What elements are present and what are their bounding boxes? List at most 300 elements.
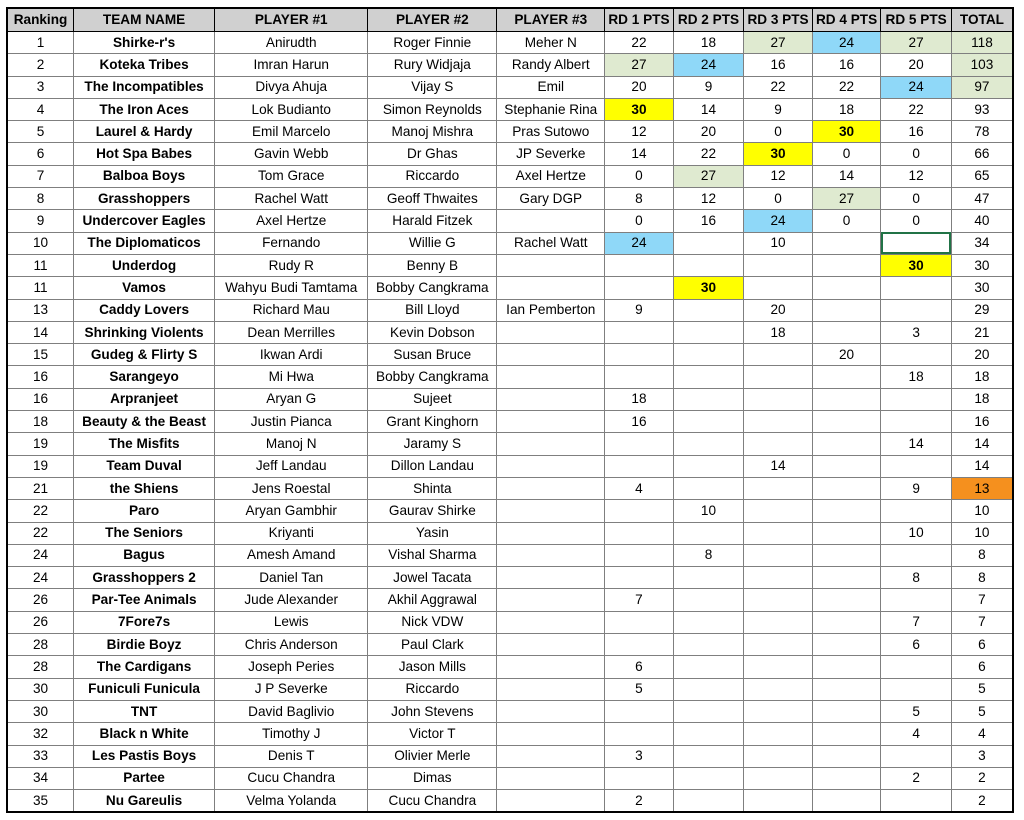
cell-ranking[interactable]: 33 [7, 745, 74, 767]
cell-player-3[interactable]: Rachel Watt [497, 232, 605, 254]
cell-rd1-pts[interactable]: 6 [605, 656, 674, 678]
cell-total[interactable]: 97 [951, 76, 1013, 98]
cell-player-1[interactable]: Mi Hwa [215, 366, 368, 388]
cell-rd5-pts[interactable] [881, 299, 952, 321]
cell-rd3-pts[interactable]: 24 [744, 210, 813, 232]
cell-player-3[interactable] [497, 567, 605, 589]
cell-rd5-pts[interactable]: 3 [881, 321, 952, 343]
cell-player-3[interactable] [497, 477, 605, 499]
cell-rd3-pts[interactable] [744, 254, 813, 276]
cell-rd5-pts[interactable]: 12 [881, 165, 952, 187]
cell-rd3-pts[interactable]: 0 [744, 121, 813, 143]
cell-rd3-pts[interactable] [744, 522, 813, 544]
cell-rd4-pts[interactable]: 20 [812, 344, 881, 366]
cell-rd1-pts[interactable]: 16 [605, 411, 674, 433]
cell-player-3[interactable] [497, 589, 605, 611]
cell-ranking[interactable]: 21 [7, 477, 74, 499]
cell-player-2[interactable]: Bill Lloyd [368, 299, 497, 321]
cell-ranking[interactable]: 30 [7, 678, 74, 700]
cell-rd2-pts[interactable] [673, 388, 744, 410]
cell-rd3-pts[interactable] [744, 567, 813, 589]
cell-rd5-pts[interactable]: 0 [881, 143, 952, 165]
cell-rd5-pts[interactable]: 8 [881, 567, 952, 589]
cell-player-3[interactable]: Gary DGP [497, 188, 605, 210]
cell-rd4-pts[interactable]: 24 [812, 32, 881, 54]
cell-total[interactable]: 2 [951, 767, 1013, 789]
cell-team-name[interactable]: TNT [74, 700, 215, 722]
cell-player-1[interactable]: Rudy R [215, 254, 368, 276]
cell-rd1-pts[interactable] [605, 344, 674, 366]
header-rd5-pts[interactable]: RD 5 PTS [881, 8, 952, 32]
cell-rd1-pts[interactable] [605, 544, 674, 566]
cell-player-2[interactable]: Victor T [368, 723, 497, 745]
cell-total[interactable]: 13 [951, 477, 1013, 499]
cell-rd5-pts[interactable]: 30 [881, 254, 952, 276]
cell-rd1-pts[interactable]: 4 [605, 477, 674, 499]
cell-player-2[interactable]: Dillon Landau [368, 455, 497, 477]
cell-rd3-pts[interactable]: 10 [744, 232, 813, 254]
cell-rd2-pts[interactable] [673, 589, 744, 611]
cell-total[interactable]: 30 [951, 254, 1013, 276]
cell-player-1[interactable]: Aryan Gambhir [215, 500, 368, 522]
cell-ranking[interactable]: 28 [7, 634, 74, 656]
cell-rd1-pts[interactable] [605, 254, 674, 276]
cell-rd1-pts[interactable] [605, 277, 674, 299]
cell-rd5-pts[interactable]: 20 [881, 54, 952, 76]
cell-rd2-pts[interactable] [673, 299, 744, 321]
cell-player-2[interactable]: Shinta [368, 477, 497, 499]
cell-rd2-pts[interactable]: 8 [673, 544, 744, 566]
cell-rd1-pts[interactable] [605, 700, 674, 722]
cell-rd1-pts[interactable]: 8 [605, 188, 674, 210]
cell-rd4-pts[interactable] [812, 656, 881, 678]
cell-player-2[interactable]: Jason Mills [368, 656, 497, 678]
cell-rd5-pts[interactable]: 22 [881, 98, 952, 120]
cell-ranking[interactable]: 19 [7, 455, 74, 477]
cell-rd3-pts[interactable]: 16 [744, 54, 813, 76]
cell-player-1[interactable]: Jens Roestal [215, 477, 368, 499]
cell-rd2-pts[interactable] [673, 344, 744, 366]
cell-ranking[interactable]: 26 [7, 611, 74, 633]
cell-rd4-pts[interactable] [812, 500, 881, 522]
cell-player-1[interactable]: Jude Alexander [215, 589, 368, 611]
cell-rd4-pts[interactable] [812, 567, 881, 589]
cell-player-2[interactable]: Rury Widjaja [368, 54, 497, 76]
cell-rd1-pts[interactable] [605, 611, 674, 633]
cell-player-1[interactable]: Daniel Tan [215, 567, 368, 589]
cell-player-3[interactable]: Meher N [497, 32, 605, 54]
cell-total[interactable]: 18 [951, 366, 1013, 388]
cell-rd2-pts[interactable] [673, 477, 744, 499]
cell-player-3[interactable] [497, 455, 605, 477]
cell-rd5-pts[interactable]: 16 [881, 121, 952, 143]
cell-rd5-pts[interactable] [881, 656, 952, 678]
cell-team-name[interactable]: Undercover Eagles [74, 210, 215, 232]
cell-rd3-pts[interactable] [744, 366, 813, 388]
cell-player-2[interactable]: Susan Bruce [368, 344, 497, 366]
cell-rd1-pts[interactable] [605, 634, 674, 656]
cell-team-name[interactable]: Bagus [74, 544, 215, 566]
cell-player-2[interactable]: Jowel Tacata [368, 567, 497, 589]
cell-rd2-pts[interactable] [673, 411, 744, 433]
cell-player-2[interactable]: Nick VDW [368, 611, 497, 633]
cell-player-3[interactable] [497, 634, 605, 656]
cell-ranking[interactable]: 19 [7, 433, 74, 455]
cell-total[interactable]: 3 [951, 745, 1013, 767]
cell-rd5-pts[interactable]: 5 [881, 700, 952, 722]
cell-player-2[interactable]: Riccardo [368, 165, 497, 187]
cell-player-3[interactable]: Stephanie Rina [497, 98, 605, 120]
cell-ranking[interactable]: 14 [7, 321, 74, 343]
cell-rd2-pts[interactable]: 24 [673, 54, 744, 76]
cell-player-2[interactable]: Bobby Cangkrama [368, 277, 497, 299]
cell-player-1[interactable]: Lewis [215, 611, 368, 633]
cell-ranking[interactable]: 11 [7, 277, 74, 299]
cell-total[interactable]: 8 [951, 567, 1013, 589]
cell-player-2[interactable]: Vishal Sharma [368, 544, 497, 566]
header-ranking[interactable]: Ranking [7, 8, 74, 32]
cell-player-2[interactable]: John Stevens [368, 700, 497, 722]
cell-rd4-pts[interactable]: 0 [812, 210, 881, 232]
cell-rd1-pts[interactable] [605, 455, 674, 477]
cell-team-name[interactable]: Paro [74, 500, 215, 522]
cell-rd3-pts[interactable] [744, 611, 813, 633]
cell-rd4-pts[interactable] [812, 634, 881, 656]
cell-rd4-pts[interactable] [812, 678, 881, 700]
cell-rd1-pts[interactable]: 27 [605, 54, 674, 76]
cell-rd2-pts[interactable]: 12 [673, 188, 744, 210]
cell-rd2-pts[interactable] [673, 700, 744, 722]
cell-ranking[interactable]: 16 [7, 388, 74, 410]
cell-rd2-pts[interactable] [673, 321, 744, 343]
header-rd3-pts[interactable]: RD 3 PTS [744, 8, 813, 32]
cell-rd1-pts[interactable]: 0 [605, 165, 674, 187]
cell-rd4-pts[interactable] [812, 790, 881, 813]
cell-rd1-pts[interactable]: 18 [605, 388, 674, 410]
cell-team-name[interactable]: Par-Tee Animals [74, 589, 215, 611]
cell-team-name[interactable]: 7Fore7s [74, 611, 215, 633]
cell-rd3-pts[interactable] [744, 790, 813, 813]
cell-rd4-pts[interactable] [812, 589, 881, 611]
cell-total[interactable]: 20 [951, 344, 1013, 366]
cell-player-1[interactable]: Joseph Peries [215, 656, 368, 678]
cell-rd2-pts[interactable] [673, 723, 744, 745]
cell-rd3-pts[interactable] [744, 700, 813, 722]
cell-total[interactable]: 10 [951, 500, 1013, 522]
cell-rd5-pts[interactable] [881, 455, 952, 477]
cell-player-2[interactable]: Geoff Thwaites [368, 188, 497, 210]
cell-rd5-pts[interactable]: 7 [881, 611, 952, 633]
cell-rd1-pts[interactable] [605, 500, 674, 522]
cell-ranking[interactable]: 1 [7, 32, 74, 54]
cell-ranking[interactable]: 7 [7, 165, 74, 187]
cell-rd2-pts[interactable] [673, 567, 744, 589]
cell-total[interactable]: 7 [951, 589, 1013, 611]
cell-rd3-pts[interactable] [744, 634, 813, 656]
cell-rd5-pts[interactable]: 9 [881, 477, 952, 499]
cell-player-2[interactable]: Willie G [368, 232, 497, 254]
cell-rd4-pts[interactable]: 30 [812, 121, 881, 143]
cell-total[interactable]: 16 [951, 411, 1013, 433]
cell-rd2-pts[interactable] [673, 634, 744, 656]
cell-player-3[interactable] [497, 522, 605, 544]
cell-player-3[interactable] [497, 500, 605, 522]
cell-player-2[interactable]: Dimas [368, 767, 497, 789]
cell-rd3-pts[interactable] [744, 723, 813, 745]
cell-player-3[interactable]: Pras Sutowo [497, 121, 605, 143]
cell-ranking[interactable]: 30 [7, 700, 74, 722]
cell-team-name[interactable]: Birdie Boyz [74, 634, 215, 656]
cell-rd2-pts[interactable] [673, 678, 744, 700]
cell-team-name[interactable]: The Diplomaticos [74, 232, 215, 254]
cell-rd5-pts[interactable]: 0 [881, 188, 952, 210]
cell-rd5-pts[interactable]: 4 [881, 723, 952, 745]
cell-rd5-pts[interactable]: 24 [881, 76, 952, 98]
cell-rd1-pts[interactable]: 5 [605, 678, 674, 700]
cell-total[interactable]: 118 [951, 32, 1013, 54]
cell-rd4-pts[interactable] [812, 455, 881, 477]
cell-player-1[interactable]: Gavin Webb [215, 143, 368, 165]
cell-total[interactable]: 40 [951, 210, 1013, 232]
cell-rd5-pts[interactable] [881, 411, 952, 433]
cell-player-3[interactable]: JP Severke [497, 143, 605, 165]
cell-rd5-pts[interactable] [881, 589, 952, 611]
cell-rd3-pts[interactable] [744, 589, 813, 611]
cell-rd4-pts[interactable] [812, 611, 881, 633]
cell-total[interactable]: 8 [951, 544, 1013, 566]
cell-ranking[interactable]: 28 [7, 656, 74, 678]
cell-player-3[interactable] [497, 700, 605, 722]
cell-player-2[interactable]: Harald Fitzek [368, 210, 497, 232]
cell-player-2[interactable]: Gaurav Shirke [368, 500, 497, 522]
cell-rd2-pts[interactable] [673, 455, 744, 477]
cell-team-name[interactable]: Black n White [74, 723, 215, 745]
cell-player-3[interactable] [497, 210, 605, 232]
cell-total[interactable]: 14 [951, 433, 1013, 455]
cell-rd1-pts[interactable]: 14 [605, 143, 674, 165]
cell-ranking[interactable]: 15 [7, 344, 74, 366]
cell-rd5-pts[interactable] [881, 344, 952, 366]
cell-rd4-pts[interactable]: 14 [812, 165, 881, 187]
cell-rd3-pts[interactable]: 30 [744, 143, 813, 165]
cell-team-name[interactable]: Partee [74, 767, 215, 789]
cell-rd3-pts[interactable] [744, 544, 813, 566]
cell-rd4-pts[interactable]: 16 [812, 54, 881, 76]
header-player-3[interactable]: PLAYER #3 [497, 8, 605, 32]
cell-rd1-pts[interactable]: 9 [605, 299, 674, 321]
cell-player-1[interactable]: Rachel Watt [215, 188, 368, 210]
cell-rd2-pts[interactable]: 10 [673, 500, 744, 522]
cell-player-2[interactable]: Dr Ghas [368, 143, 497, 165]
cell-rd1-pts[interactable] [605, 366, 674, 388]
cell-player-3[interactable] [497, 254, 605, 276]
cell-rd2-pts[interactable]: 18 [673, 32, 744, 54]
cell-rd3-pts[interactable]: 0 [744, 188, 813, 210]
cell-team-name[interactable]: Beauty & the Beast [74, 411, 215, 433]
cell-rd3-pts[interactable] [744, 767, 813, 789]
cell-ranking[interactable]: 3 [7, 76, 74, 98]
cell-rd3-pts[interactable] [744, 656, 813, 678]
cell-player-2[interactable]: Cucu Chandra [368, 790, 497, 813]
cell-player-3[interactable] [497, 411, 605, 433]
cell-team-name[interactable]: Laurel & Hardy [74, 121, 215, 143]
header-player-1[interactable]: PLAYER #1 [215, 8, 368, 32]
cell-ranking[interactable]: 18 [7, 411, 74, 433]
cell-rd5-pts[interactable]: 14 [881, 433, 952, 455]
cell-player-3[interactable]: Emil [497, 76, 605, 98]
cell-ranking[interactable]: 2 [7, 54, 74, 76]
cell-rd1-pts[interactable]: 22 [605, 32, 674, 54]
cell-team-name[interactable]: The Cardigans [74, 656, 215, 678]
cell-team-name[interactable]: The Incompatibles [74, 76, 215, 98]
cell-team-name[interactable]: Hot Spa Babes [74, 143, 215, 165]
header-total[interactable]: TOTAL [951, 8, 1013, 32]
cell-rd4-pts[interactable] [812, 254, 881, 276]
cell-rd1-pts[interactable] [605, 767, 674, 789]
cell-player-3[interactable] [497, 790, 605, 813]
cell-player-1[interactable]: Aryan G [215, 388, 368, 410]
cell-team-name[interactable]: Shrinking Violents [74, 321, 215, 343]
cell-rd4-pts[interactable] [812, 477, 881, 499]
cell-player-3[interactable] [497, 277, 605, 299]
cell-total[interactable]: 4 [951, 723, 1013, 745]
cell-player-2[interactable]: Simon Reynolds [368, 98, 497, 120]
cell-player-1[interactable]: Amesh Amand [215, 544, 368, 566]
cell-rd4-pts[interactable] [812, 411, 881, 433]
cell-player-2[interactable]: Manoj Mishra [368, 121, 497, 143]
cell-team-name[interactable]: Vamos [74, 277, 215, 299]
cell-rd2-pts[interactable] [673, 522, 744, 544]
cell-team-name[interactable]: Team Duval [74, 455, 215, 477]
cell-rd3-pts[interactable] [744, 477, 813, 499]
cell-ranking[interactable]: 8 [7, 188, 74, 210]
cell-team-name[interactable]: Koteka Tribes [74, 54, 215, 76]
cell-team-name[interactable]: The Iron Aces [74, 98, 215, 120]
cell-rd2-pts[interactable] [673, 433, 744, 455]
cell-rd3-pts[interactable]: 27 [744, 32, 813, 54]
cell-rd5-pts[interactable] [881, 745, 952, 767]
cell-team-name[interactable]: Shirke-r's [74, 32, 215, 54]
cell-player-3[interactable]: Ian Pemberton [497, 299, 605, 321]
cell-total[interactable]: 6 [951, 634, 1013, 656]
cell-team-name[interactable]: Underdog [74, 254, 215, 276]
header-rd1-pts[interactable]: RD 1 PTS [605, 8, 674, 32]
cell-team-name[interactable]: The Misfits [74, 433, 215, 455]
cell-rd2-pts[interactable] [673, 790, 744, 813]
cell-total[interactable]: 34 [951, 232, 1013, 254]
cell-player-1[interactable]: Lok Budianto [215, 98, 368, 120]
cell-player-1[interactable]: Jeff Landau [215, 455, 368, 477]
cell-rd2-pts[interactable] [673, 767, 744, 789]
cell-player-2[interactable]: Jaramy S [368, 433, 497, 455]
cell-rd2-pts[interactable]: 30 [673, 277, 744, 299]
cell-rd1-pts[interactable]: 2 [605, 790, 674, 813]
cell-team-name[interactable]: Nu Gareulis [74, 790, 215, 813]
cell-player-2[interactable]: Riccardo [368, 678, 497, 700]
cell-rd5-pts[interactable] [881, 790, 952, 813]
cell-player-1[interactable]: J P Severke [215, 678, 368, 700]
cell-ranking[interactable]: 22 [7, 522, 74, 544]
cell-player-2[interactable]: Roger Finnie [368, 32, 497, 54]
cell-player-2[interactable]: Grant Kinghorn [368, 411, 497, 433]
header-rd2-pts[interactable]: RD 2 PTS [673, 8, 744, 32]
header-rd4-pts[interactable]: RD 4 PTS [812, 8, 881, 32]
cell-rd3-pts[interactable] [744, 411, 813, 433]
cell-rd4-pts[interactable] [812, 723, 881, 745]
cell-team-name[interactable]: Arpranjeet [74, 388, 215, 410]
cell-rd2-pts[interactable] [673, 656, 744, 678]
cell-player-1[interactable]: Manoj N [215, 433, 368, 455]
cell-total[interactable]: 18 [951, 388, 1013, 410]
cell-rd5-pts[interactable]: 2 [881, 767, 952, 789]
cell-player-1[interactable]: Dean Merrilles [215, 321, 368, 343]
cell-total[interactable]: 5 [951, 700, 1013, 722]
cell-rd3-pts[interactable] [744, 433, 813, 455]
cell-player-3[interactable]: Randy Albert [497, 54, 605, 76]
cell-rd4-pts[interactable] [812, 767, 881, 789]
cell-rd1-pts[interactable]: 12 [605, 121, 674, 143]
cell-rd3-pts[interactable] [744, 678, 813, 700]
cell-rd1-pts[interactable]: 0 [605, 210, 674, 232]
cell-rd2-pts[interactable]: 9 [673, 76, 744, 98]
cell-player-3[interactable] [497, 388, 605, 410]
cell-player-3[interactable] [497, 433, 605, 455]
cell-ranking[interactable]: 32 [7, 723, 74, 745]
cell-rd4-pts[interactable] [812, 544, 881, 566]
cell-player-3[interactable] [497, 344, 605, 366]
cell-ranking[interactable]: 16 [7, 366, 74, 388]
cell-team-name[interactable]: Caddy Lovers [74, 299, 215, 321]
cell-total[interactable]: 93 [951, 98, 1013, 120]
cell-rd3-pts[interactable]: 18 [744, 321, 813, 343]
cell-player-3[interactable] [497, 723, 605, 745]
cell-rd2-pts[interactable] [673, 366, 744, 388]
cell-player-1[interactable]: Fernando [215, 232, 368, 254]
cell-player-2[interactable]: Bobby Cangkrama [368, 366, 497, 388]
cell-ranking[interactable]: 4 [7, 98, 74, 120]
cell-ranking[interactable]: 10 [7, 232, 74, 254]
cell-rd2-pts[interactable]: 22 [673, 143, 744, 165]
cell-rd3-pts[interactable] [744, 500, 813, 522]
cell-rd1-pts[interactable] [605, 723, 674, 745]
cell-total[interactable]: 7 [951, 611, 1013, 633]
cell-rd1-pts[interactable] [605, 567, 674, 589]
cell-player-2[interactable]: Benny B [368, 254, 497, 276]
cell-rd2-pts[interactable] [673, 745, 744, 767]
cell-player-1[interactable]: Wahyu Budi Tamtama [215, 277, 368, 299]
cell-player-1[interactable]: Velma Yolanda [215, 790, 368, 813]
cell-rd3-pts[interactable] [744, 344, 813, 366]
cell-player-1[interactable]: David Baglivio [215, 700, 368, 722]
cell-rd5-pts[interactable] [881, 500, 952, 522]
cell-rd5-pts[interactable] [881, 544, 952, 566]
cell-player-3[interactable] [497, 611, 605, 633]
cell-team-name[interactable]: Funiculi Funicula [74, 678, 215, 700]
cell-rd3-pts[interactable]: 22 [744, 76, 813, 98]
cell-rd5-pts[interactable] [881, 388, 952, 410]
cell-player-1[interactable]: Divya Ahuja [215, 76, 368, 98]
cell-player-1[interactable]: Justin Pianca [215, 411, 368, 433]
cell-player-1[interactable]: Ikwan Ardi [215, 344, 368, 366]
cell-player-2[interactable]: Akhil Aggrawal [368, 589, 497, 611]
cell-rd5-pts[interactable]: 0 [881, 210, 952, 232]
cell-total[interactable]: 14 [951, 455, 1013, 477]
cell-player-2[interactable]: Paul Clark [368, 634, 497, 656]
cell-rd5-pts[interactable]: 10 [881, 522, 952, 544]
cell-player-3[interactable] [497, 767, 605, 789]
cell-rd1-pts[interactable]: 24 [605, 232, 674, 254]
cell-team-name[interactable]: Gudeg & Flirty S [74, 344, 215, 366]
